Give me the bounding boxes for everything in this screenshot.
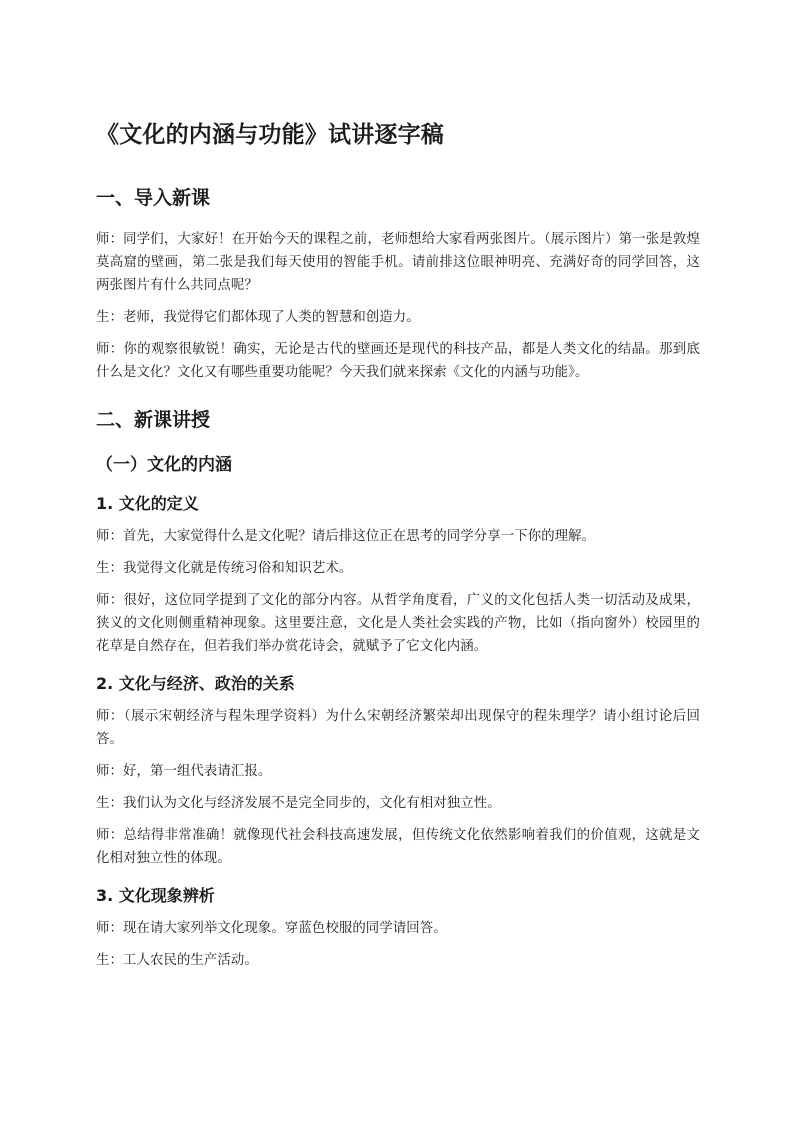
document-page xyxy=(96,118,700,981)
document-title: 《文化的内涵与功能》试讲逐字稿 xyxy=(96,122,444,148)
paragraph: 师：很好，这位同学提到了文化的部分内容。从哲学角度看，广义的文化包括人类一切活动及成果，狭义的文化则侧重精神现象。这里要注意，文化是人类社会实践的产物，比如（指向窗外）校园里的花草是自然存在，但若我们举办赏花诗会，就赋予了它文化内涵。 xyxy=(96,593,700,654)
part-heading-phenomena: 3. 文化现象辨析 xyxy=(96,886,215,905)
paragraph: 生：老师，我觉得它们都体现了人类的智慧和创造力。 xyxy=(96,310,420,325)
section-heading-new-lesson: 二、新课讲授 xyxy=(96,409,211,431)
paragraph: 生：我觉得文化就是传统习俗和知识艺术。 xyxy=(96,561,353,576)
paragraph: 生：工人农民的生产活动。 xyxy=(96,953,258,968)
paragraph: 师：总结得非常准确！就像现代社会科技高速发展，但传统文化依然影响着我们的价值观，这就是文化相对独立性的体现。 xyxy=(96,828,700,866)
paragraph: 师：首先，大家觉得什么是文化呢？请后排这位正在思考的同学分享一下你的理解。 xyxy=(96,529,596,544)
paragraph: 师：同学们，大家好！在开始今天的课程之前，老师想给大家看两张图片。（展示图片）第一张是敦煌莫高窟的壁画，第二张是我们每天使用的智能手机。请前排这位眼神明亮、充满好奇的同学回答，这两张图片有什么共同点呢？ xyxy=(96,232,700,293)
section-heading-intro: 一、导入新课 xyxy=(96,187,211,209)
subsection-heading-connotation: （一）文化的内涵 xyxy=(96,455,232,475)
part-heading-relationship: 2. 文化与经济、政治的关系 xyxy=(96,674,295,693)
part-heading-definition: 1. 文化的定义 xyxy=(96,494,199,513)
paragraph: 生：我们认为文化与经济发展不是完全同步的，文化有相对独立性。 xyxy=(96,796,501,811)
paragraph: 师：（展示宋朝经济与程朱理学资料）为什么宋朝经济繁荣却出现保守的程朱理学？请小组讨论后回答。 xyxy=(96,709,700,747)
paragraph: 师：现在请大家列举文化现象。穿蓝色校服的同学请回答。 xyxy=(96,921,447,936)
paragraph: 师：好，第一组代表请汇报。 xyxy=(96,764,272,779)
paragraph: 师：你的观察很敏锐！确实，无论是古代的壁画还是现代的科技产品，都是人类文化的结晶。那到底什么是文化？文化又有哪些重要功能呢？今天我们就来探索《文化的内涵与功能》。 xyxy=(96,342,700,380)
